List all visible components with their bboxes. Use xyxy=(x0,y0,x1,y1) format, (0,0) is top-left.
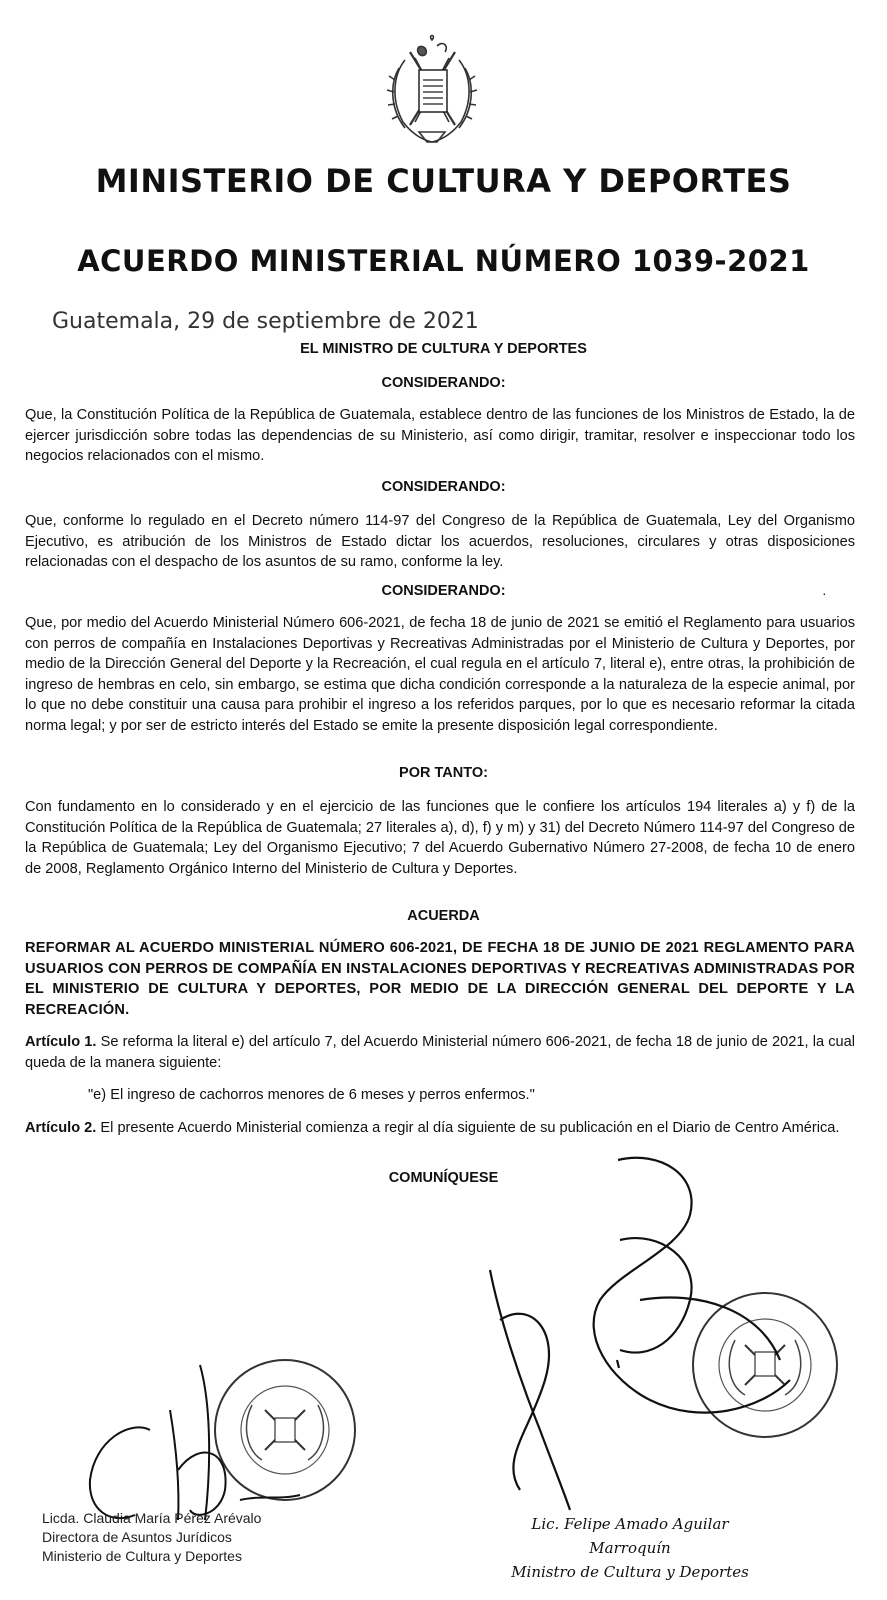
article-2 xyxy=(25,1118,855,1139)
article-2-text: El presente Acuerdo Ministerial comienza a regir al día siguiente de su publicación en el Diario de Centro América. xyxy=(96,1120,840,1136)
considerando-text-3: Que, por medio del Acuerdo Ministerial Número 606-2021, de fecha 18 de junio de 2021 se emitió el Reglamento para usuarios con perros de compañía en Instalaciones Deportivas y Recreativas Administradas por el Ministerio de Cultura y Deportes, por medio de la Dirección General del Deporte y la Recreación, el cual regula en el artículo 7, literal e), entre otras, la prohibición de ingreso de hembras en celo, sin embargo, se estima que dicha condición corresponde a la naturaleza de la especie animal, por lo que no debe constituir una causa para prohibir el ingreso a los referidos parques, por lo que es necesario reformar la citada norma legal; y por ser de estricto interés del Estado se emite la presente disposición legal correspondiente. xyxy=(25,615,855,734)
acuerda-heading: ACUERDA xyxy=(407,908,480,924)
authority-heading: EL MINISTRO DE CULTURA Y DEPORTES xyxy=(300,341,587,357)
right-signature-scrawl xyxy=(490,1158,790,1510)
ministry-title: MINISTERIO DE CULTURA Y DEPORTES xyxy=(95,162,792,200)
considerando-heading-1: CONSIDERANDO: xyxy=(381,375,506,391)
considerando-text-1: Que, la Constitución Política de la República de Guatemala, establece dentro de las funciones de los Ministros de Estado, la de ejercer jurisdicción sobre todas las dependencias de su Ministerio, así como dirigir, tramitar, resolver e inspeccionar todo los negocios relacionados con el mismo. xyxy=(25,407,855,464)
stray-mark: · xyxy=(822,585,827,601)
left-signer-role: Directora de Asuntos Jurídicos xyxy=(42,1529,232,1545)
left-signature-block xyxy=(42,1509,261,1566)
reform-statement: REFORMAR AL ACUERDO MINISTERIAL NÚMERO 606-2021, DE FECHA 18 DE JUNIO DE 2021 REGLAMENTO PARA USUARIOS CON PERROS DE COMPAÑÍA EN INSTALACIONES DEPORTIVAS Y RECREATIVAS ADMINISTRADAS POR EL MINISTERIO DE CULTURA Y DEPORTES, POR MEDIO DE LA DIRECCIÓN GENERAL DEL DEPORTE Y LA RECREACIÓN. xyxy=(25,940,855,1018)
considerando-heading-2: CONSIDERANDO: xyxy=(381,479,506,495)
closing-comuniquese: COMUNÍQUESE xyxy=(388,1170,499,1186)
left-signer-name: Licda. Claudia María Pérez Arévalo xyxy=(42,1510,262,1526)
right-seal-stamp xyxy=(693,1293,837,1437)
right-signer-name: Lic. Felipe Amado Aguilar Marroquín xyxy=(531,1515,729,1557)
right-signature-block xyxy=(500,1512,760,1584)
left-seal-stamp xyxy=(215,1360,355,1500)
article-1 xyxy=(25,1032,855,1073)
considerando-text-2: Que, conforme lo regulado en el Decreto número 114-97 del Congreso de la República de Guatemala, Ley del Organismo Ejecutivo, es atribución de los Ministros de Estado dictar los acuerdos, resoluciones, circulares y otras disposiciones relacionadas con el despacho de los asuntos de su ramo, conforme la ley. xyxy=(25,513,855,570)
agreement-title: ACUERDO MINISTERIAL NÚMERO 1039-2021 xyxy=(77,244,810,278)
por-tanto-text: Con fundamento en lo considerado y en el ejercicio de las funciones que le confiere los artículos 194 literales a) y f) de la Constitución Política de la República de Guatemala; 27 literales a), d), f) y m) y 31) del Decreto Número 114-97 del Congreso de la República de Guatemala; Ley del Organismo Ejecutivo; 7 del Acuerdo Gubernativo Número 27-2008, de fecha 10 de enero de 2008, Reglamento Orgánico Interno del Ministerio de Cultura y Deportes. xyxy=(25,799,855,877)
left-signer-institution: Ministerio de Cultura y Deportes xyxy=(42,1548,242,1564)
article-1-quote: "e) El ingreso de cachorros menores de 6 meses y perros enfermos." xyxy=(88,1087,535,1103)
guatemala-coat-of-arms-icon xyxy=(375,30,490,150)
por-tanto-heading: POR TANTO: xyxy=(399,765,488,781)
document-date: Guatemala, 29 de septiembre de 2021 xyxy=(52,309,479,334)
article-1-text: Se reforma la literal e) del artículo 7, del Acuerdo Ministerial número 606-2021, de fecha 18 de junio de 2021, la cual queda de la manera siguiente: xyxy=(25,1034,856,1071)
article-2-label: Artículo 2. xyxy=(25,1120,97,1136)
article-1-label: Artículo 1. xyxy=(25,1034,97,1050)
considerando-heading-3: CONSIDERANDO: xyxy=(381,583,506,599)
right-signer-role: Ministro de Cultura y Deportes xyxy=(511,1563,749,1581)
left-signature-scrawl xyxy=(90,1365,300,1520)
